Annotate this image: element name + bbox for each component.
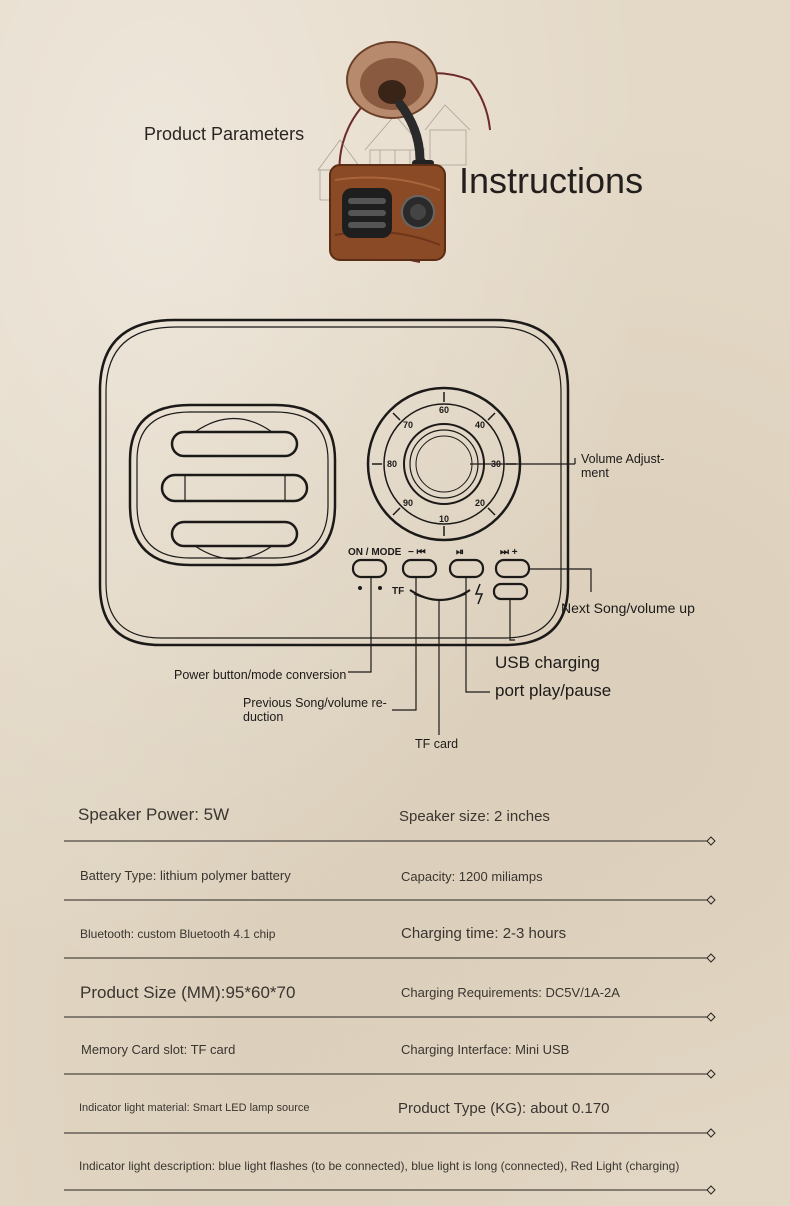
diamond-marker-icon — [707, 1186, 715, 1194]
callout-next: Next Song/volume up — [561, 600, 695, 616]
callout-power: Power button/mode conversion — [174, 668, 347, 682]
knob-number: 10 — [438, 514, 450, 524]
spec-indicator-description: Indicator light description: blue light flashes (to be connected), blue light is long (connected), Red Light (charging) — [79, 1159, 680, 1173]
diamond-marker-icon — [707, 954, 715, 962]
spec-speaker-power: Speaker Power: 5W — [78, 805, 230, 824]
diamond-marker-icon — [707, 1129, 715, 1137]
callout-previous: Previous Song/volume re- duction — [243, 696, 387, 724]
header-subtitle: Product Parameters — [144, 124, 305, 144]
spec-bluetooth: Bluetooth: custom Bluetooth 4.1 chip — [80, 927, 276, 941]
diamond-marker-icon — [707, 896, 715, 904]
spec-capacity: Capacity: 1200 miliamps — [401, 869, 543, 884]
on-mode-label: ON / MODE — [348, 547, 402, 558]
spec-memory-card: Memory Card slot: TF card — [81, 1042, 236, 1057]
callout-usb: USB charging port play/pause — [495, 653, 612, 700]
knob-number: 80 — [386, 459, 398, 469]
prev-icon-label: − ⏮ — [408, 547, 426, 558]
next-icon-label: ⏭ + — [500, 547, 518, 558]
spec-product-type: Product Type (KG): about 0.170 — [398, 1100, 610, 1117]
callout-volume: Volume Adjust- ment — [581, 452, 665, 480]
knob-number: 60 — [438, 405, 450, 415]
spec-charging-time: Charging time: 2-3 hours — [401, 925, 567, 942]
knob-number: 40 — [474, 420, 486, 430]
spec-indicator-material: Indicator light material: Smart LED lamp source — [79, 1102, 310, 1114]
callout-tf-card: TF card — [415, 737, 459, 751]
diamond-marker-icon — [707, 1013, 715, 1021]
knob-number: 90 — [402, 498, 414, 508]
diamond-marker-icon — [707, 1070, 715, 1078]
play-pause-icon-label: ⏯ — [456, 547, 464, 558]
spec-product-size: Product Size (MM):95*60*70 — [80, 983, 296, 1002]
knob-number: 30 — [490, 459, 502, 469]
spec-battery-type: Battery Type: lithium polymer battery — [80, 868, 291, 883]
knob-number: 20 — [474, 498, 486, 508]
knob-number: 70 — [402, 420, 414, 430]
spec-charging-interface: Charging Interface: Mini USB — [401, 1042, 570, 1057]
spec-speaker-size: Speaker size: 2 inches — [399, 808, 550, 825]
spec-charging-requirements: Charging Requirements: DC5V/1A-2A — [401, 985, 620, 1000]
diamond-marker-icon — [707, 837, 715, 845]
header-title: Instructions — [459, 160, 644, 201]
tf-label: TF — [392, 586, 405, 597]
